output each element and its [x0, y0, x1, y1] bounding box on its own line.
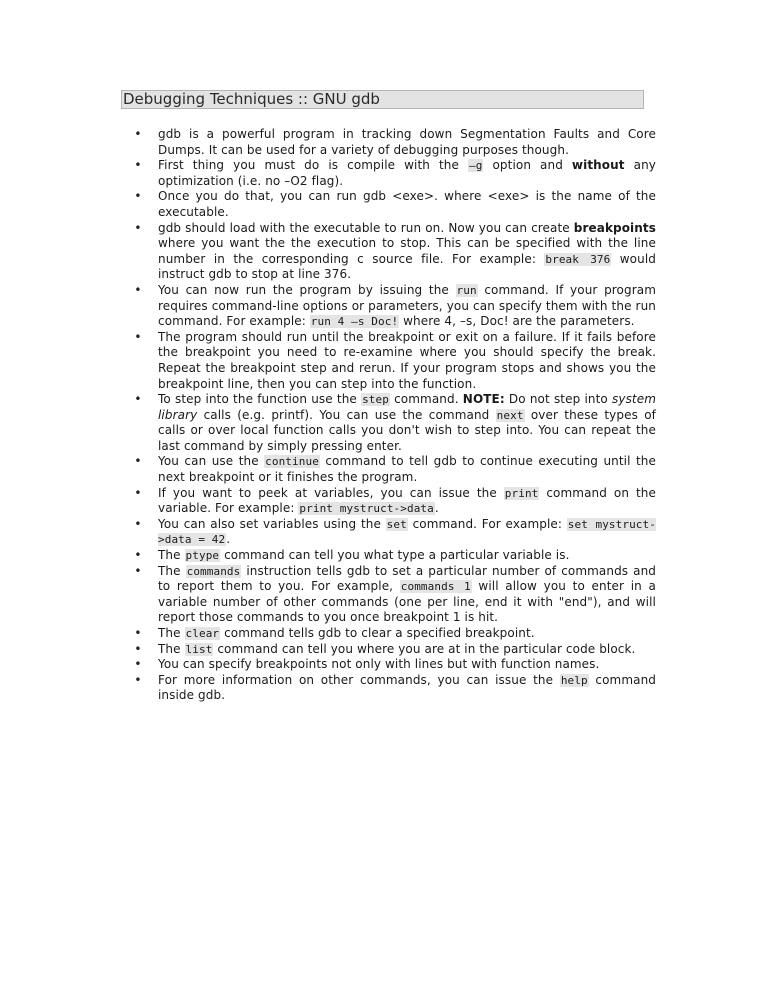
body-text: The — [158, 548, 185, 563]
inline-code: set mystruct->data = 42 — [158, 517, 656, 547]
list-item — [134, 672, 656, 704]
bullet-icon: • — [134, 392, 142, 407]
italic-text: system library — [158, 392, 657, 422]
inline-code: –g — [469, 159, 483, 173]
body-text: option and — [483, 158, 572, 173]
bold-text: NOTE: — [462, 392, 505, 407]
body-text: The — [158, 563, 186, 578]
body-text: You can also set variables using the — [158, 516, 386, 531]
bullet-icon: • — [134, 657, 142, 672]
body-text: command to tell gdb to continue executing until the next breakpoint or it finishes the program. — [158, 454, 656, 485]
list-item — [134, 127, 656, 158]
body-text: For more information on other commands, you can issue the — [158, 672, 560, 687]
bold-text: breakpoints — [573, 220, 656, 235]
body-text: would instruct gdb to stop at line 376. — [158, 251, 656, 282]
list-item — [134, 641, 656, 658]
section-heading-bar — [121, 90, 644, 109]
body-text: First thing you must do is compile with the — [158, 158, 469, 173]
body-text: . — [434, 501, 439, 516]
body-text: where 4, –s, Doc! are the parameters. — [399, 314, 635, 329]
bullet-icon: • — [134, 485, 142, 500]
inline-code: commands — [186, 564, 241, 578]
body-text: command. — [389, 392, 463, 407]
inline-code: help — [560, 673, 588, 687]
bullet-icon: • — [134, 127, 142, 141]
bullet-icon: • — [134, 282, 142, 297]
list-item — [134, 548, 656, 564]
body-text: command. If your program requires command-line options or parameters, you can specify them with the run command. For example: — [158, 282, 656, 329]
list-item — [134, 563, 656, 626]
body-text: You can now run the program by issuing the — [158, 282, 456, 297]
inline-code: run 4 –s Doc! — [310, 315, 399, 329]
bullet-icon: • — [134, 158, 142, 173]
body-text: gdb should load with the executable to run on. Now you can create — [158, 220, 574, 235]
list-item — [134, 158, 656, 189]
bullet-icon: • — [134, 220, 142, 235]
list-item — [134, 220, 656, 283]
body-text: will allow you to enter in a variable number of other commands (one per line, end it with "end"), and will report those commands to you once breakpoint 1 is hit. — [158, 579, 656, 625]
bullet-icon: • — [134, 626, 142, 640]
list-item — [134, 392, 657, 454]
body-text: any optimization (i.e. no –O2 flag). — [158, 158, 656, 188]
body-text: calls (e.g. printf). You can use the command — [197, 407, 496, 422]
inline-code: next — [496, 408, 524, 422]
body-text: command can tell you where you are at in the particular code block. — [213, 641, 636, 656]
bullet-icon: • — [134, 548, 142, 563]
list-item — [134, 189, 656, 220]
body-text: If you want to peek at variables, you can issue the — [158, 485, 504, 500]
list-item — [134, 329, 656, 392]
bullet-icon: • — [134, 641, 142, 656]
bullet-icon: • — [134, 672, 142, 687]
inline-code: clear — [185, 627, 220, 640]
inline-code: print mystruct->data — [299, 502, 434, 516]
body-text: The — [158, 641, 185, 656]
bullet-icon: • — [134, 329, 142, 344]
body-text: instruction tells gdb to set a particular number of commands and to report them to you. For example, — [158, 563, 656, 594]
inline-code: step — [362, 393, 389, 407]
section-heading: Debugging Techniques :: GNU gdb — [123, 90, 380, 108]
body-text: . — [226, 532, 231, 547]
list-item — [134, 485, 656, 517]
bullet-icon: • — [134, 189, 142, 204]
inline-code: break 376 — [545, 252, 611, 266]
body-text: command tells gdb to clear a specified breakpoint. — [220, 626, 535, 640]
inline-code: print — [504, 486, 539, 500]
body-text: You can use the — [158, 454, 265, 469]
list-item — [134, 516, 656, 548]
bullet-list — [134, 127, 657, 704]
body-text: where you want the the execution to stop. This can be specified with the line number in the corresponding c source file. For example: — [158, 236, 656, 266]
inline-code: ptype — [185, 549, 220, 563]
list-item — [134, 282, 656, 330]
body-text: Once you do that, you can run gdb <exe>. where <exe> is the name of the executable. — [158, 189, 656, 219]
body-text: The — [158, 626, 185, 640]
body-text: command on the variable. For example: — [158, 485, 656, 516]
inline-code: set — [386, 517, 407, 531]
body-text: You can specify breakpoints not only with lines but with function names. — [158, 657, 600, 672]
body-text: over these types of calls or over local function calls you don't wish to step into. You can repeat the last command by simply pressing enter. — [158, 407, 656, 453]
body-text: command inside gdb. — [158, 672, 656, 703]
inline-code: list — [185, 642, 213, 656]
bullet-icon: • — [134, 516, 142, 531]
list-item — [134, 657, 656, 673]
bullet-icon: • — [134, 563, 142, 578]
bullet-icon: • — [134, 454, 142, 469]
body-text: To step into the function use the — [158, 392, 362, 407]
body-text: command. For example: — [407, 516, 567, 531]
list-item — [134, 626, 656, 642]
body-text: The program should run until the breakpoint or exit on a failure. If it fails before the breakpoint you need to re-examine where you should specify the break. Repeat the breakpoint step and rerun. If your program stops and shows you the breakpoint line, then you can step into the function. — [158, 329, 656, 391]
inline-code: commands 1 — [400, 580, 471, 594]
body-text: Do not step into — [504, 392, 613, 407]
body-text: command can tell you what type a particular variable is. — [220, 548, 570, 563]
inline-code: continue — [265, 455, 319, 469]
bold-text: without — [571, 158, 625, 173]
list-item — [134, 454, 656, 485]
inline-code: run — [456, 283, 477, 297]
body-text: gdb is a powerful program in tracking down Segmentation Faults and Core Dumps. It can be used for a variety of debugging purposes though. — [158, 127, 656, 157]
